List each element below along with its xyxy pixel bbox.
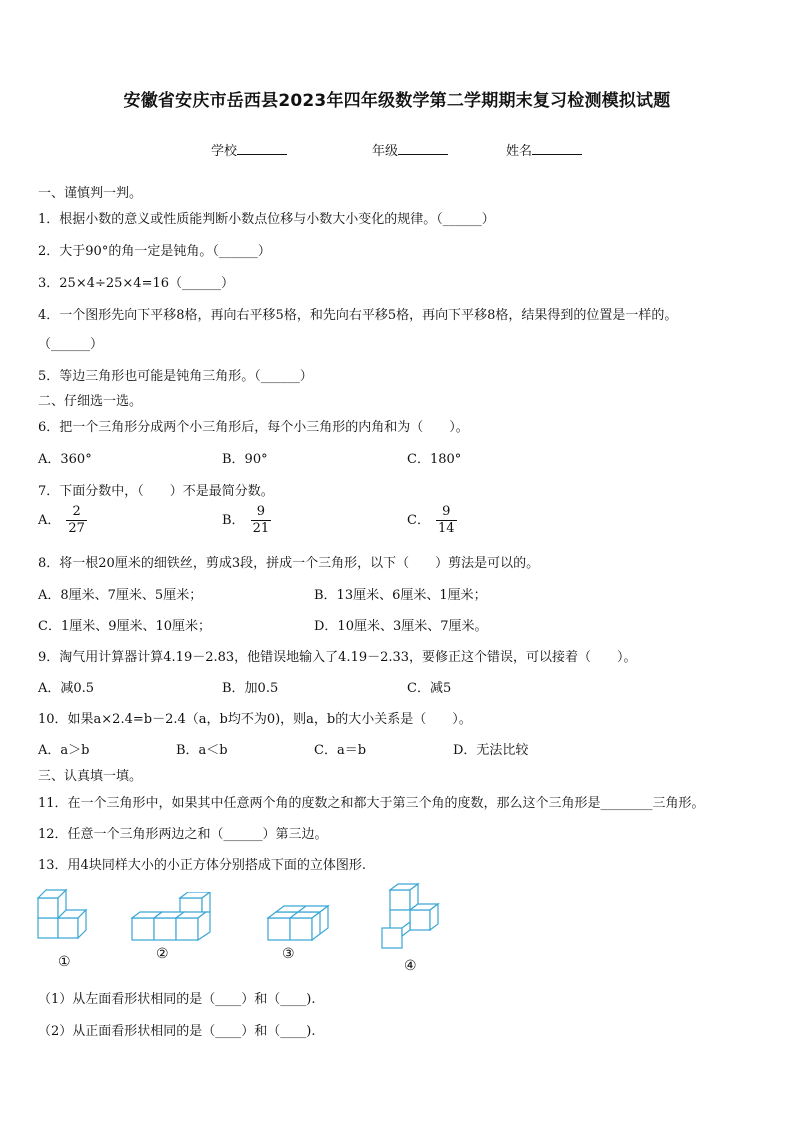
numerator: 2 bbox=[72, 504, 81, 519]
section-heading-3: 三、认真填一填。 bbox=[38, 769, 143, 784]
q9-option-c: C．减5 bbox=[407, 681, 452, 696]
q8-option-a: A．8厘米、7厘米、5厘米； bbox=[38, 588, 203, 603]
grade-blank[interactable] bbox=[398, 142, 448, 155]
fraction bbox=[436, 504, 457, 537]
cube-face bbox=[410, 910, 430, 930]
figure-label-4: ④ bbox=[404, 958, 417, 974]
school-blank[interactable] bbox=[237, 142, 287, 155]
figure-label-1: ① bbox=[58, 954, 71, 970]
q7-option-a bbox=[38, 504, 87, 537]
question-4-blank: （______） bbox=[38, 337, 104, 352]
cube-face bbox=[132, 918, 154, 940]
cube-face bbox=[382, 928, 402, 948]
question-7: 7．下面分数中，（ ）不是最简分数。 bbox=[38, 484, 274, 499]
fraction bbox=[251, 504, 272, 537]
cube-face bbox=[390, 890, 410, 910]
denominator: 14 bbox=[437, 521, 455, 536]
grade-field bbox=[372, 140, 448, 159]
denominator: 27 bbox=[68, 521, 85, 536]
page-title: 安徽省安庆市岳西县2023年四年级数学第二学期期末复习检测模拟试题 bbox=[123, 91, 671, 111]
name-blank[interactable] bbox=[532, 142, 582, 155]
cube-face bbox=[154, 918, 176, 940]
cube-figure-3 bbox=[266, 892, 332, 944]
question-5: 5．等边三角形也可能是钝角三角形。（______） bbox=[38, 369, 313, 384]
figure-label-2: ② bbox=[156, 946, 169, 962]
numerator: 9 bbox=[442, 504, 451, 519]
q10-option-d: D．无法比较 bbox=[453, 743, 529, 758]
cube-figure-1 bbox=[36, 884, 96, 944]
q6-option-c: C．180° bbox=[407, 452, 462, 467]
question-8: 8．将一根20厘米的细铁丝，剪成3段，拼成一个三角形，以下（ ）剪法是可以的。 bbox=[38, 556, 540, 571]
figure-label-3: ③ bbox=[282, 946, 295, 962]
q7-option-b bbox=[222, 504, 271, 537]
q6-option-b: B．90° bbox=[222, 452, 268, 467]
cube-face bbox=[38, 898, 58, 918]
q10-option-a: A．a＞b bbox=[38, 743, 90, 758]
q7-option-a-label: A． bbox=[38, 513, 61, 528]
q10-option-c: C．a＝b bbox=[314, 743, 367, 758]
question-9: 9．淘气用计算器计算4.19－2.83，他错误地输入了4.19－2.33，要修正这个错误，可以接着（ ）。 bbox=[38, 650, 637, 665]
q8-option-d: D．10厘米、3厘米、7厘米。 bbox=[314, 619, 488, 634]
question-12: 12．任意一个三角形两边之和（______）第三边。 bbox=[38, 827, 328, 842]
cube-face bbox=[176, 918, 198, 940]
q9-option-b: B．加0.5 bbox=[222, 681, 279, 696]
question-1: 1．根据小数的意义或性质能判断小数点位移与小数大小变化的规律。（______） bbox=[38, 212, 495, 227]
question-3: 3．25×4÷25×4=16（______） bbox=[38, 276, 235, 291]
cube-face bbox=[290, 918, 312, 940]
name-field bbox=[506, 140, 582, 159]
school-field bbox=[211, 140, 287, 159]
cube-figure-2 bbox=[130, 892, 218, 944]
question-11: 11．在一个三角形中，如果其中任意两个角的度数之和都大于第三个角的度数，那么这个三角形是________三角形。 bbox=[38, 796, 705, 811]
q8-option-c: C．1厘米、9厘米、10厘米； bbox=[38, 619, 212, 634]
question-2: 2．大于90°的角一定是钝角。（______） bbox=[38, 244, 271, 259]
question-13-part-1: （1）从左面看形状相同的是（____）和（____). bbox=[38, 992, 316, 1007]
cube-face bbox=[58, 918, 78, 938]
question-13: 13．用4块同样大小的小正方体分别搭成下面的立体图形. bbox=[38, 858, 366, 873]
q10-option-b: B．a＜b bbox=[176, 743, 228, 758]
q7-option-c-label: C． bbox=[407, 513, 430, 528]
cube-face bbox=[38, 918, 58, 938]
q6-option-a: A．360° bbox=[38, 452, 92, 467]
section-heading-1: 一、谨慎判一判。 bbox=[38, 186, 143, 201]
cube-face bbox=[268, 918, 290, 940]
question-10: 10．如果a×2.4=b－2.4（a，b均不为0)，则a，b的大小关系是（ ）。 bbox=[38, 712, 472, 727]
question-6: 6．把一个三角形分成两个小三角形后，每个小三角形的内角和为（ ）。 bbox=[38, 420, 469, 435]
question-4: 4．一个图形先向下平移8格，再向右平移5格，和先向右平移5格，再向下平移8格，结果得到的位置是一样的。 bbox=[38, 308, 678, 323]
school-label: 学校 bbox=[211, 144, 238, 159]
q9-option-a: A．减0.5 bbox=[38, 681, 95, 696]
cube-figure-4 bbox=[380, 882, 444, 952]
q7-option-c bbox=[407, 504, 457, 537]
name-label: 姓名 bbox=[506, 144, 533, 159]
q8-option-b: B．13厘米、6厘米、1厘米； bbox=[314, 588, 487, 603]
grade-label: 年级 bbox=[372, 144, 399, 159]
numerator: 9 bbox=[256, 504, 265, 519]
q7-option-b-label: B． bbox=[222, 513, 245, 528]
section-heading-2: 二、仔细选一选。 bbox=[38, 394, 143, 409]
denominator: 21 bbox=[252, 521, 270, 536]
fraction bbox=[66, 504, 87, 537]
cube-side bbox=[198, 912, 210, 940]
question-13-part-2: （2）从正面看形状相同的是（____）和（____). bbox=[38, 1024, 316, 1039]
